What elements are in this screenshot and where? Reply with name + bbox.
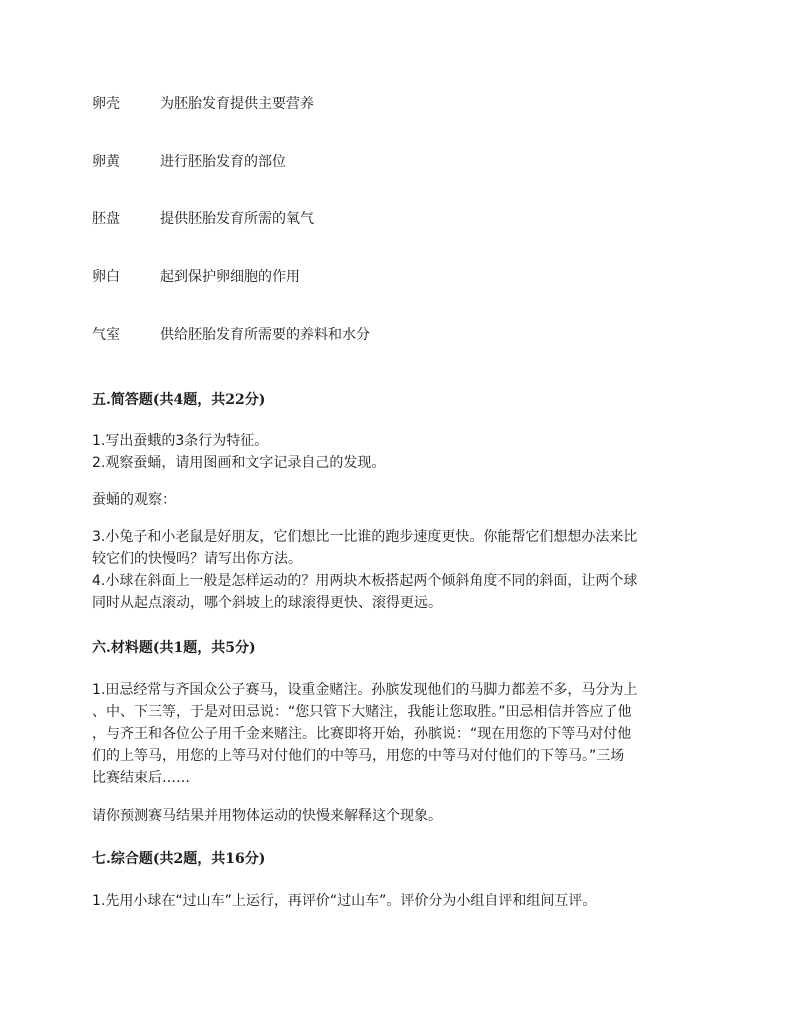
matching-term: 卵黄 (92, 154, 120, 170)
matching-description: 提供胚胎发育所需的氧气 (160, 211, 314, 227)
section-6-heading: 六.材料题(共1题，共5分) (92, 640, 256, 656)
matching-term: 气室 (92, 327, 120, 343)
material-line: ，与齐王和各位公子用千金来赌注。比赛即将开始，孙膑说：“现在用您的下等马对付他 (92, 726, 632, 742)
material-line: 比赛结束后…… (92, 770, 190, 786)
matching-term: 卵白 (92, 269, 120, 285)
matching-row (92, 267, 300, 287)
question-4-line: 同时从起点滚动，哪个斜坡上的球滚得更快、滚得更远。 (92, 595, 442, 611)
matching-description: 为胚胎发育提供主要营养 (160, 96, 314, 112)
material-line: 1.田忌经常与齐国众公子赛马，设重金赌注。孙膑发现他们的马脚力都差不多，马分为上 (92, 682, 638, 698)
matching-description: 进行胚胎发育的部位 (160, 154, 286, 170)
section-5-q1-q2 (92, 430, 702, 474)
matching-row (92, 209, 314, 229)
question-2: 2.观察蚕蛹，请用图画和文字记录自己的发现。 (92, 455, 386, 471)
section-7-heading: 七.综合题(共2题，共16分) (92, 851, 266, 867)
matching-row (92, 94, 314, 114)
question-4-line: 4.小球在斜面上一般是怎样运动的？用两块木板搭起两个倾斜角度不同的斜面，让两个球 (92, 573, 638, 589)
question-3-line: 3.小兔子和小老鼠是好朋友，它们想比一比谁的跑步速度更快。你能帮它们想想办法来比 (92, 529, 638, 545)
section-5-q3-q4 (92, 526, 702, 614)
section-5-heading: 五.简答题(共4题，共22分) (92, 392, 266, 408)
matching-term: 胚盘 (92, 211, 120, 227)
matching-description: 起到保护卵细胞的作用 (160, 269, 300, 285)
pupa-observation-label: 蚕蛹的观察： (92, 492, 176, 508)
question-3-line: 较它们的快慢吗？请写出你方法。 (92, 551, 302, 567)
material-line: 、中、下三等，于是对田忌说：“您只管下大赌注，我能让您取胜。”田忌相信并答应了他 (92, 704, 632, 720)
material-line: 们的上等马，用您的上等马对付他们的中等马，用您的中等马对付他们的下等马。”三场 (92, 748, 625, 764)
matching-row (92, 152, 286, 172)
section-6-prompt: 请你预测赛马结果并用物体运动的快慢来解释这个现象。 (92, 808, 442, 824)
section-7-q1: 1.先用小球在“过山车”上运行，再评价“过山车”。评价分为小组自评和组间互评。 (92, 893, 597, 909)
matching-row (92, 325, 370, 345)
section-6-q1 (92, 679, 702, 789)
matching-term: 卵壳 (92, 96, 120, 112)
matching-description: 供给胚胎发育所需要的养料和水分 (160, 327, 370, 343)
question-1: 1.写出蚕蛾的3条行为特征。 (92, 433, 269, 449)
